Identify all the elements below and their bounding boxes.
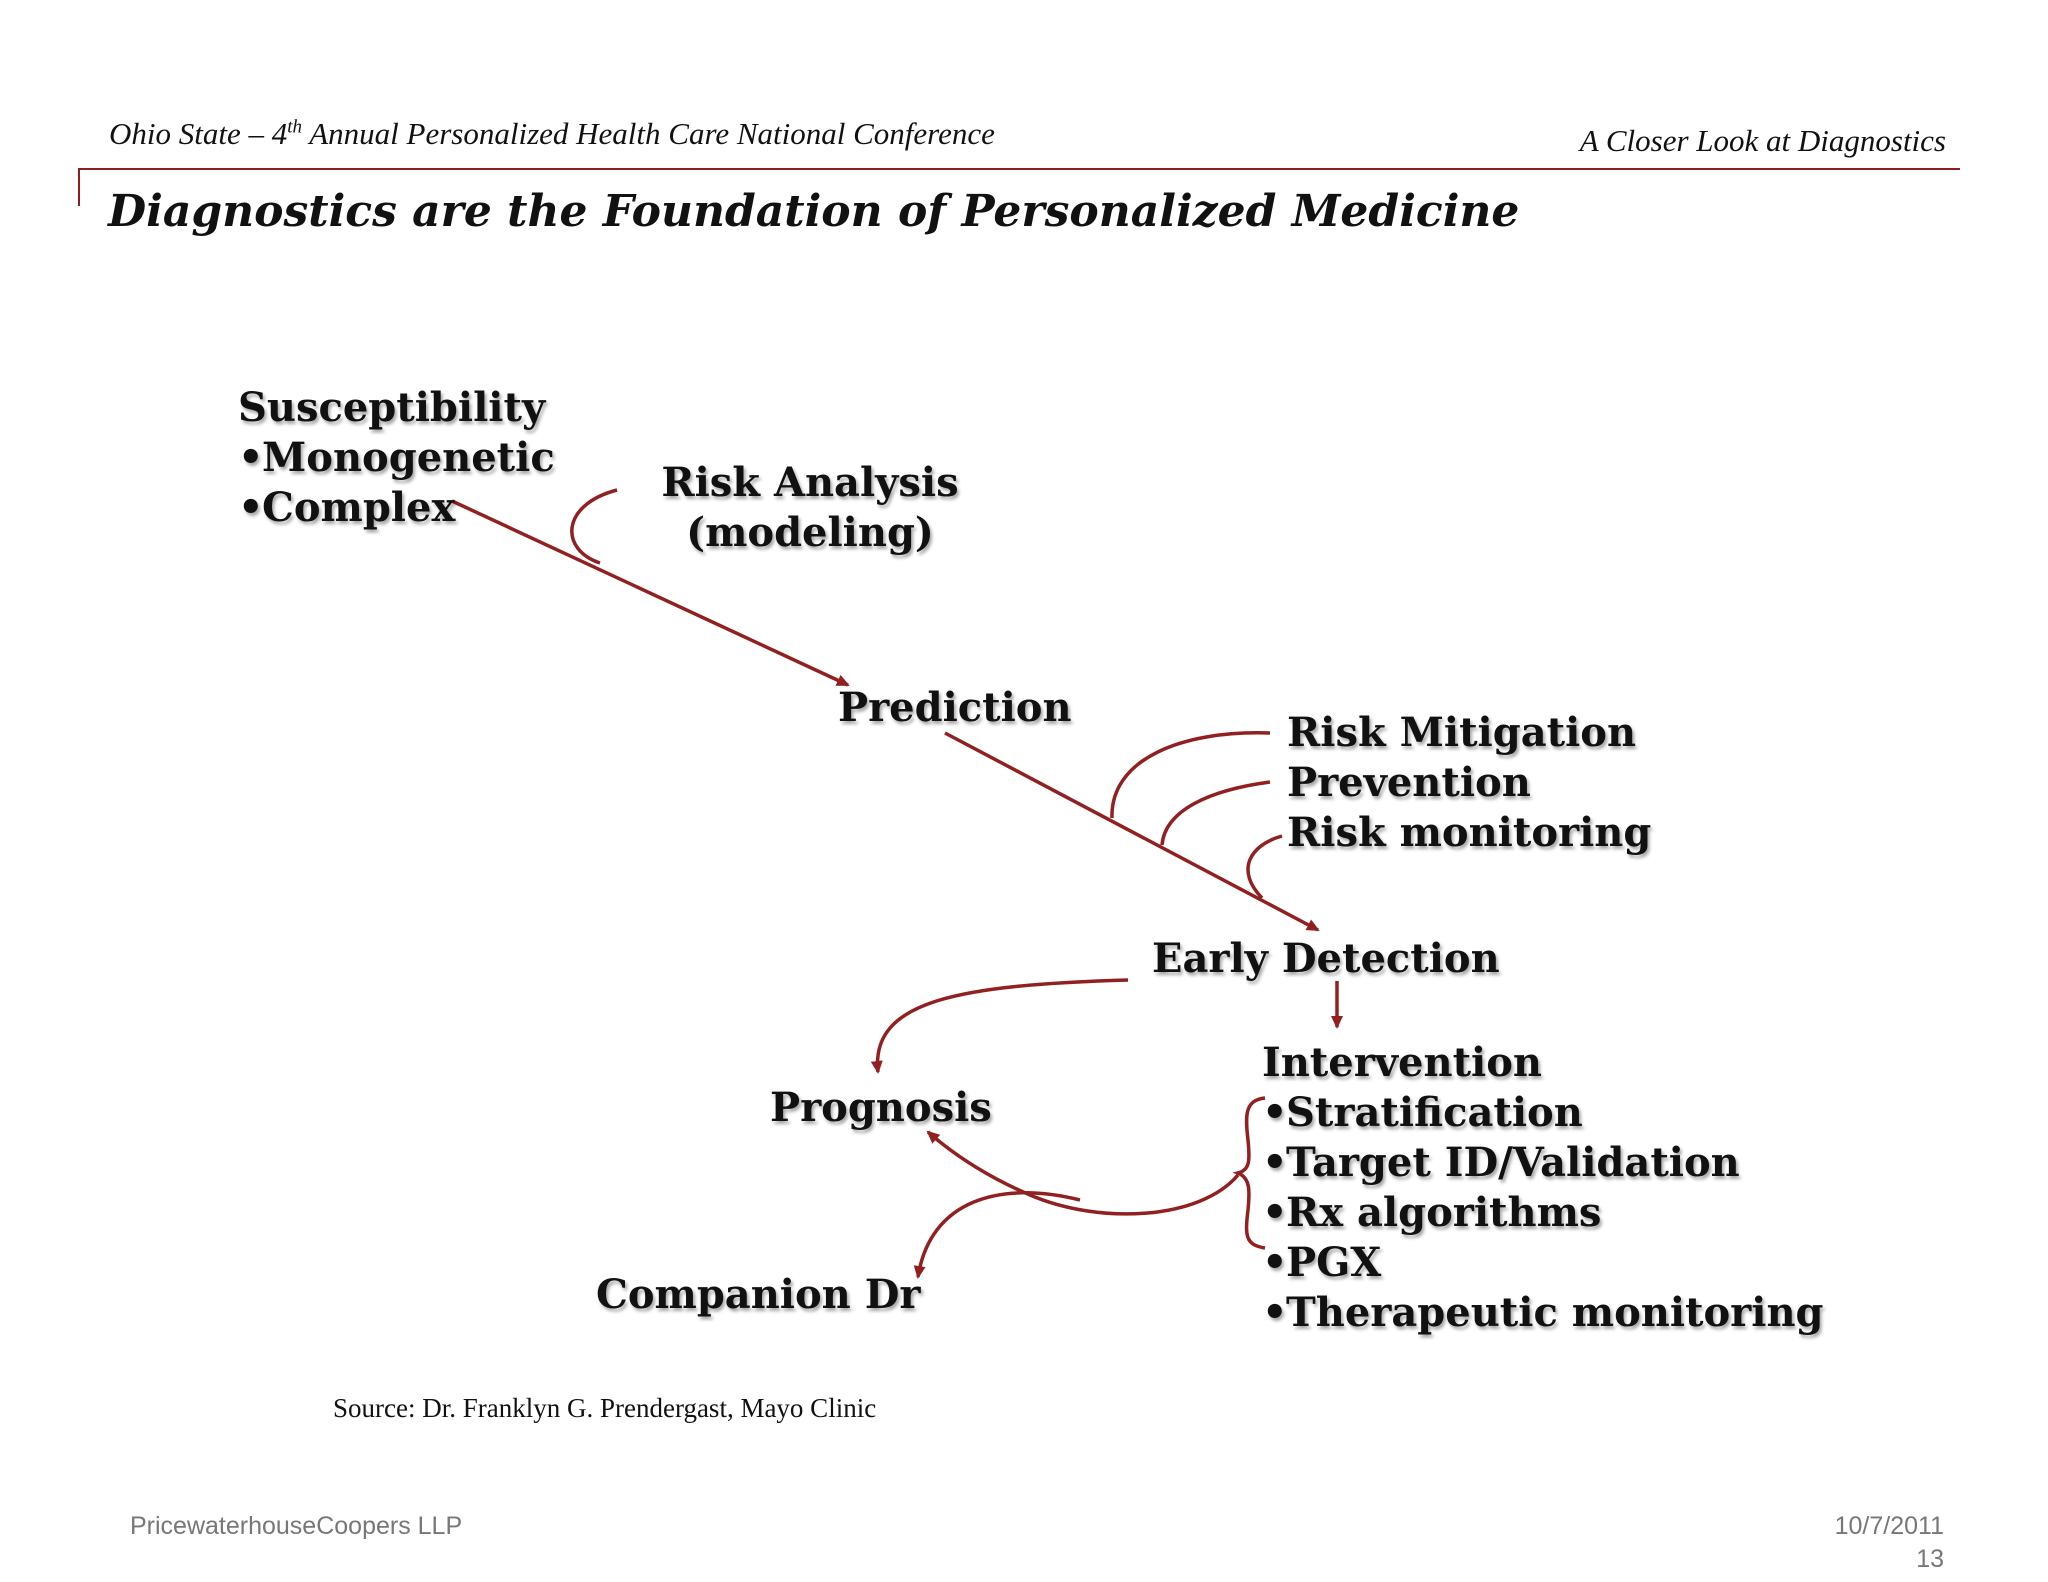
footer-date: 10/7/2011	[1834, 1512, 1944, 1540]
brace-risk-analysis	[572, 490, 617, 563]
section-header: A Closer Look at Diagnostics	[1579, 123, 1946, 158]
node-early-detection: Early Detection	[1152, 935, 1500, 982]
risk-analysis-line: Risk Analysis	[661, 459, 959, 506]
node-prediction: Prediction	[838, 684, 1072, 731]
intervention-item: •Rx algorithms	[1262, 1189, 1602, 1236]
node-intervention	[1262, 1038, 1824, 1338]
node-prognosis: Prognosis	[770, 1084, 992, 1131]
intervention-item: •Target ID/Validation	[1262, 1139, 1740, 1186]
arrow-prediction-to-early-detection	[945, 733, 1318, 930]
node-susceptibility	[238, 383, 555, 533]
susceptibility-item: •Complex	[238, 484, 456, 531]
risk-action-item: Prevention	[1287, 759, 1531, 806]
risk-analysis-line: (modeling)	[686, 509, 934, 556]
source-citation: Source: Dr. Franklyn G. Prendergast, Mayo Clinic	[333, 1393, 877, 1423]
susceptibility-title: Susceptibility	[238, 384, 546, 431]
risk-action-item: Risk Mitigation	[1287, 709, 1637, 756]
footer-company: PricewaterhouseCoopers LLP	[130, 1512, 463, 1540]
conference-prefix: Ohio State – 4	[109, 116, 288, 151]
intervention-item: •Stratification	[1262, 1089, 1583, 1136]
risk-action-item: Risk monitoring	[1287, 809, 1652, 856]
curve-risk-monitoring	[1248, 836, 1282, 898]
footer-page-number: 13	[1916, 1545, 1944, 1573]
intervention-title: Intervention	[1262, 1039, 1542, 1086]
arrow-early-detection-to-prognosis	[878, 980, 1128, 1072]
intervention-item: •PGX	[1262, 1239, 1382, 1286]
conference-suffix: Annual Personalized Health Care National Conference	[302, 116, 995, 151]
node-companion: Companion Dr	[596, 1271, 921, 1318]
curve-prevention	[1162, 782, 1270, 845]
node-risk-analysis	[660, 458, 960, 558]
intervention-item: •Therapeutic monitoring	[1262, 1289, 1824, 1336]
brace-intervention	[1238, 1098, 1265, 1248]
conference-sup: th	[287, 116, 303, 138]
susceptibility-item: •Monogenetic	[238, 434, 555, 481]
slide-title: Diagnostics are the Foundation of Personalized Medicine	[108, 186, 1520, 237]
node-risk-actions	[1287, 708, 1651, 858]
